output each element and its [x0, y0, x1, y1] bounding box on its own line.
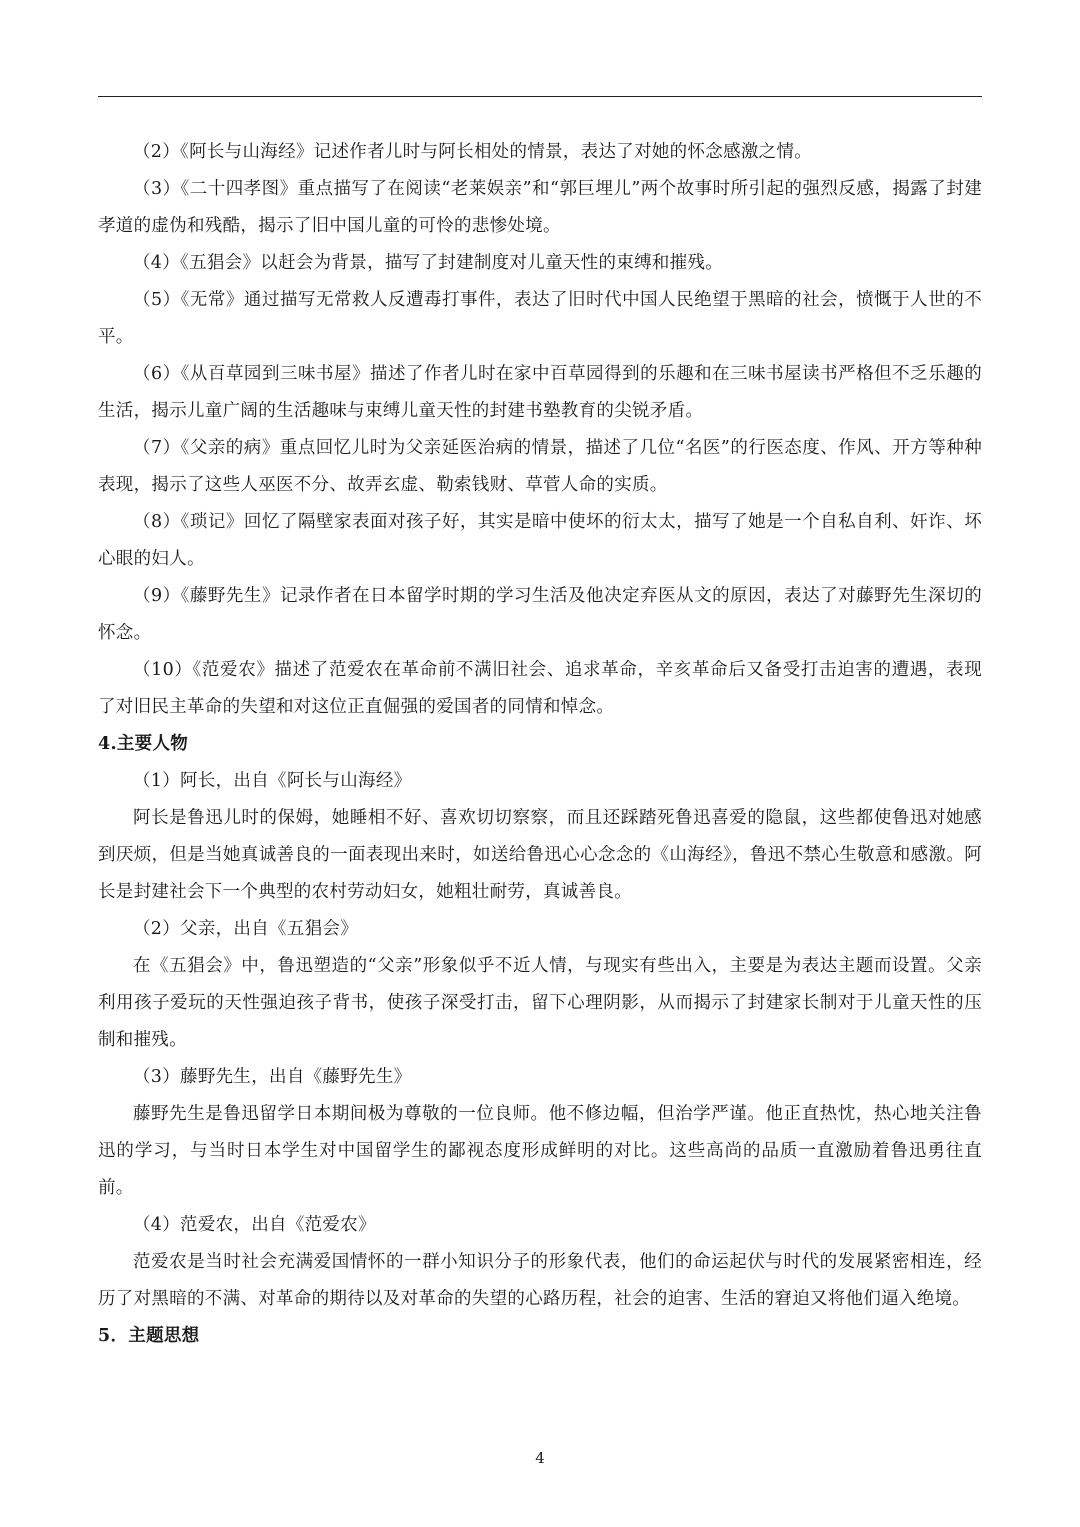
character-description: 藤野先生是鲁迅留学日本期间极为尊敬的一位良师。他不修边幅，但治学严谨。他正直热忱，热心地关注鲁迅的学习，与当时日本学生对中国留学生的鄙视态度形成鲜明的对比。这些高尚的品质一直激励着鲁迅勇往直前。 [98, 1104, 982, 1198]
summary-paragraph: （10）《范爱农》描述了范爱农在革命前不满旧社会、追求革命，辛亥革命后又备受打击迫害的遭遇，表现了对旧民主革命的失望和对这位正直倔强的爱国者的同情和悼念。 [98, 660, 982, 717]
character-title: （1）阿长，出自《阿长与山海经》 [133, 771, 412, 791]
summary-paragraph: （2）《阿长与山海经》记述作者儿时与阿长相处的情景，表达了对她的怀念感激之情。 [133, 142, 813, 162]
character-title: （2）父亲，出自《五猖会》 [133, 919, 359, 939]
summary-paragraph: （6）《从百草园到三味书屋》描述了作者儿时在家中百草园得到的乐趣和在三味书屋读书严格但不乏乐趣的生活，揭示儿童广阔的生活趣味与束缚儿童天性的封建书塾教育的尖锐矛盾。 [98, 364, 982, 421]
summary-paragraph: （3）《二十四孝图》重点描写了在阅读“老莱娱亲”和“郭巨埋儿”两个故事时所引起的强烈反感，揭露了封建孝道的虚伪和残酷，揭示了旧中国儿童的可怜的悲惨处境。 [98, 179, 982, 236]
character-description: 在《五猖会》中，鲁迅塑造的“父亲”形象似乎不近人情，与现实有些出入，主要是为表达主题而设置。父亲利用孩子爱玩的天性强迫孩子背书，使孩子深受打击，留下心理阴影，从而揭示了封建家长制对于儿童天性的压制和摧残。 [98, 956, 982, 1050]
page-content [98, 134, 982, 1355]
header-rule [98, 96, 982, 97]
section-heading-characters: 4.主要人物 [98, 734, 189, 754]
summary-paragraph: （9）《藤野先生》记录作者在日本留学时期的学习生活及他决定弃医从文的原因，表达了对藤野先生深切的怀念。 [98, 586, 982, 643]
section-heading-theme: 5．主题思想 [98, 1326, 200, 1346]
character-description: 范爱农是当时社会充满爱国情怀的一群小知识分子的形象代表，他们的命运起伏与时代的发展紧密相连，经历了对黑暗的不满、对革命的期待以及对革命的失望的心路历程，社会的迫害、生活的窘迫又将他们逼入绝境。 [98, 1252, 982, 1309]
character-title: （3）藤野先生，出自《藤野先生》 [133, 1067, 412, 1087]
character-title: （4）范爱农，出自《范爱农》 [133, 1215, 376, 1235]
summary-paragraph: （4）《五猖会》以赶会为背景，描写了封建制度对儿童天性的束缚和摧残。 [133, 253, 724, 273]
summary-paragraph: （5）《无常》通过描写无常救人反遭毒打事件，表达了旧时代中国人民绝望于黑暗的社会，愤慨于人世的不平。 [98, 290, 982, 347]
summary-paragraph: （7）《父亲的病》重点回忆儿时为父亲延医治病的情景，描述了几位“名医”的行医态度、作风、开方等种种表现，揭示了这些人巫医不分、故弄玄虚、勒索钱财、草菅人命的实质。 [98, 438, 982, 495]
summary-paragraph: （8）《琐记》回忆了隔壁家表面对孩子好，其实是暗中使坏的衍太太，描写了她是一个自私自利、奸诈、坏心眼的妇人。 [98, 512, 982, 569]
character-description: 阿长是鲁迅儿时的保姆，她睡相不好、喜欢切切察察，而且还踩踏死鲁迅喜爱的隐鼠，这些都使鲁迅对她感到厌烦，但是当她真诚善良的一面表现出来时，如送给鲁迅心心念念的《山海经》，鲁迅不禁心生敬意和感激。阿长是封建社会下一个典型的农村劳动妇女，她粗壮耐劳，真诚善良。 [98, 808, 982, 902]
page-number: 4 [535, 1449, 545, 1467]
